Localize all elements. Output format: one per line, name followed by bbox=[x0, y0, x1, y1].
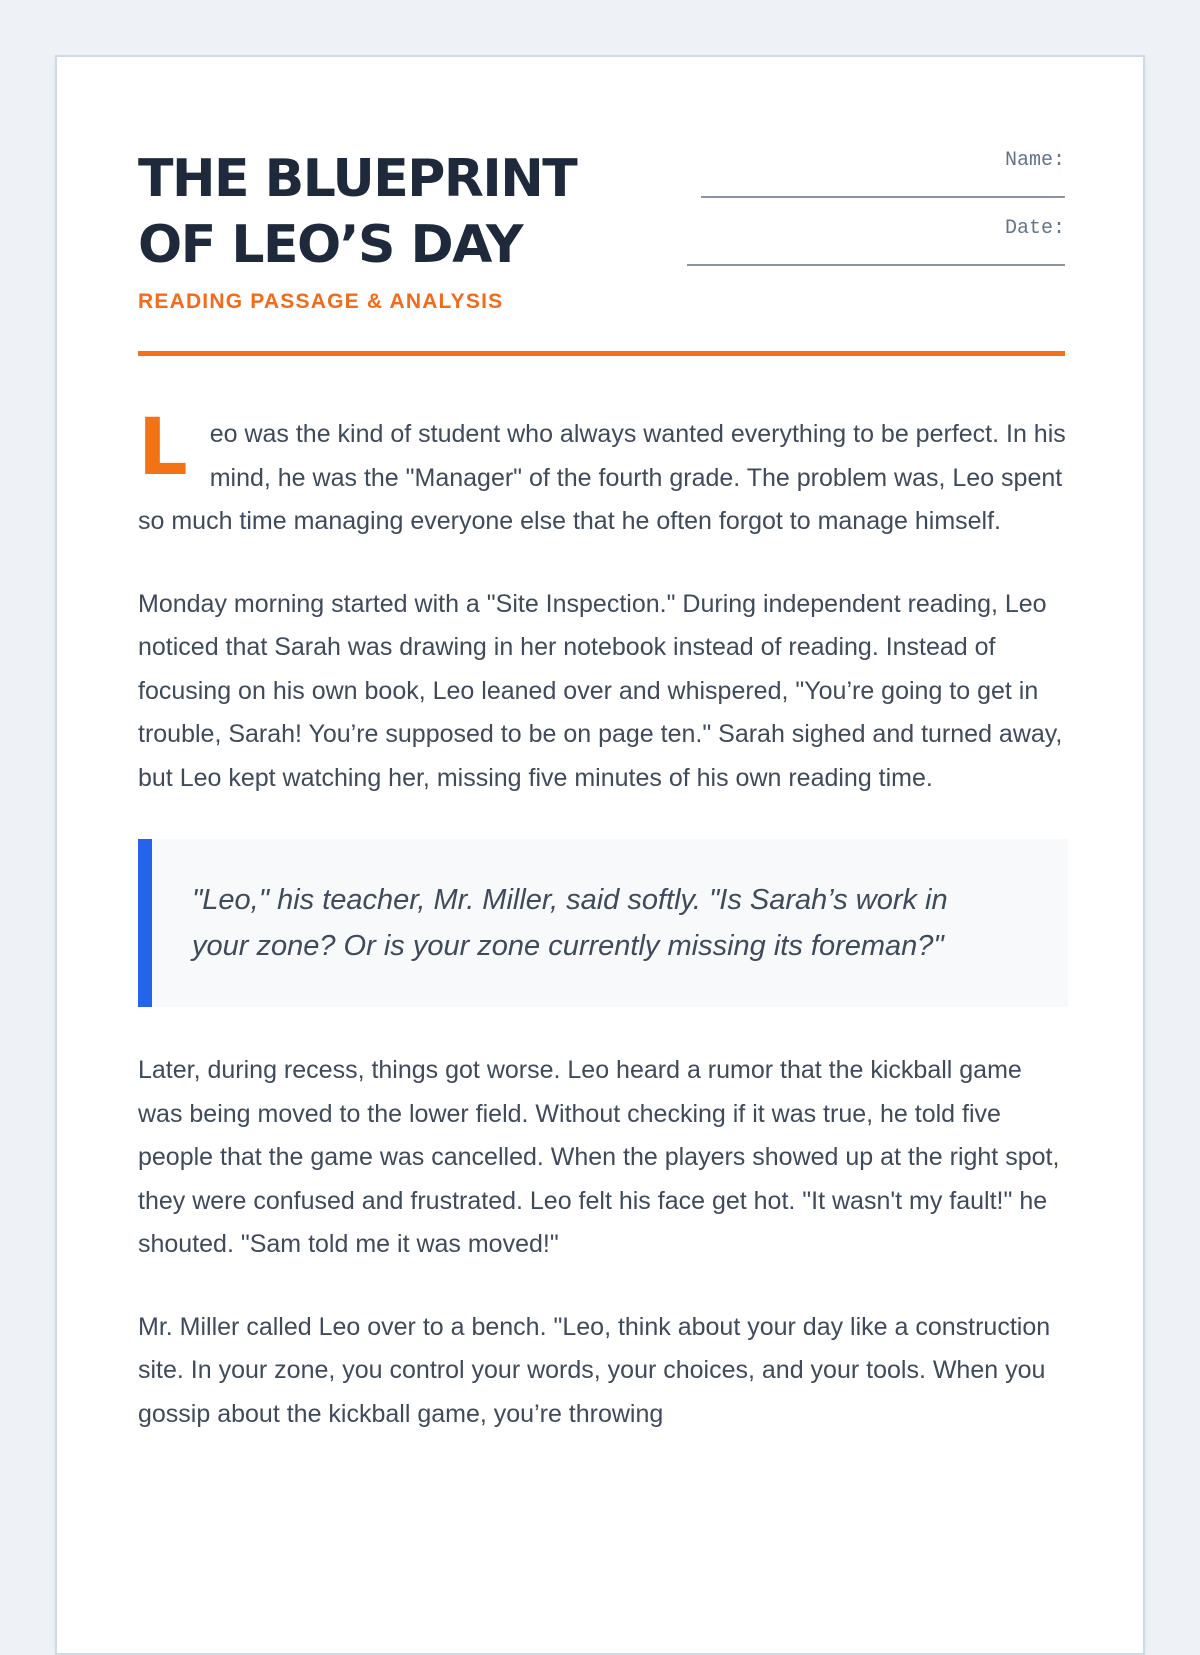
pull-quote: "Leo," his teacher, Mr. Miller, said softly. "Is Sarah’s work in your zone? Or is your zone currently missing its foreman?" bbox=[138, 839, 1068, 1007]
name-field[interactable] bbox=[665, 146, 1065, 198]
paragraph-1-text: eo was the kind of student who always wanted everything to be perfect. In his mind, he was the "Manager" of the fourth grade. The problem was, Leo spent so much time managing everyone else that he often forgot to manage himself. bbox=[138, 420, 1066, 535]
passage-paragraph-3: Later, during recess, things got worse. Leo heard a rumor that the kickball game was being moved to the lower field. Without checking if it was true, he told five people that the game was cancelled. When the players showed up at the right spot, they were confused and frustrated. Leo felt his face get hot. "It wasn't my fault!" he shouted. "Sam told me it was moved!" bbox=[138, 1056, 1060, 1258]
date-label: Date: bbox=[1004, 217, 1065, 240]
date-blank-line[interactable] bbox=[687, 264, 1065, 266]
passage-paragraph-1 bbox=[138, 403, 1068, 544]
student-info-fields bbox=[665, 146, 1065, 266]
worksheet-header bbox=[138, 146, 1065, 356]
reading-passage bbox=[138, 403, 1068, 1475]
title-line-1: THE BLUEPRINT bbox=[138, 149, 577, 209]
date-field[interactable] bbox=[665, 214, 1065, 266]
title-line-2: OF LEO’S DAY bbox=[138, 215, 523, 275]
header-divider bbox=[138, 351, 1065, 356]
passage-paragraph-2: Monday morning started with a "Site Inspection." During independent reading, Leo noticed that Sarah was drawing in her notebook instead of reading. Instead of focusing on his own book, Leo leaned over and whispered, "You’re going to get in trouble, Sarah! You’re supposed to be on page ten." Sarah sighed and turned away, but Leo kept watching her, missing five minutes of his own reading time. bbox=[138, 589, 1063, 792]
worksheet-page bbox=[55, 55, 1145, 1655]
drop-cap: L bbox=[138, 403, 188, 493]
page-subtitle: READING PASSAGE & ANALYSIS bbox=[138, 290, 504, 313]
page-title bbox=[138, 146, 658, 278]
passage-paragraph-4: Mr. Miller called Leo over to a bench. "Leo, think about your day like a construction site. In your zone, you control your words, your choices, and your tools. When you gossip about the kickball game, you’re throwing bbox=[138, 1312, 1051, 1428]
name-blank-line[interactable] bbox=[701, 196, 1065, 198]
name-label: Name: bbox=[1004, 149, 1065, 172]
